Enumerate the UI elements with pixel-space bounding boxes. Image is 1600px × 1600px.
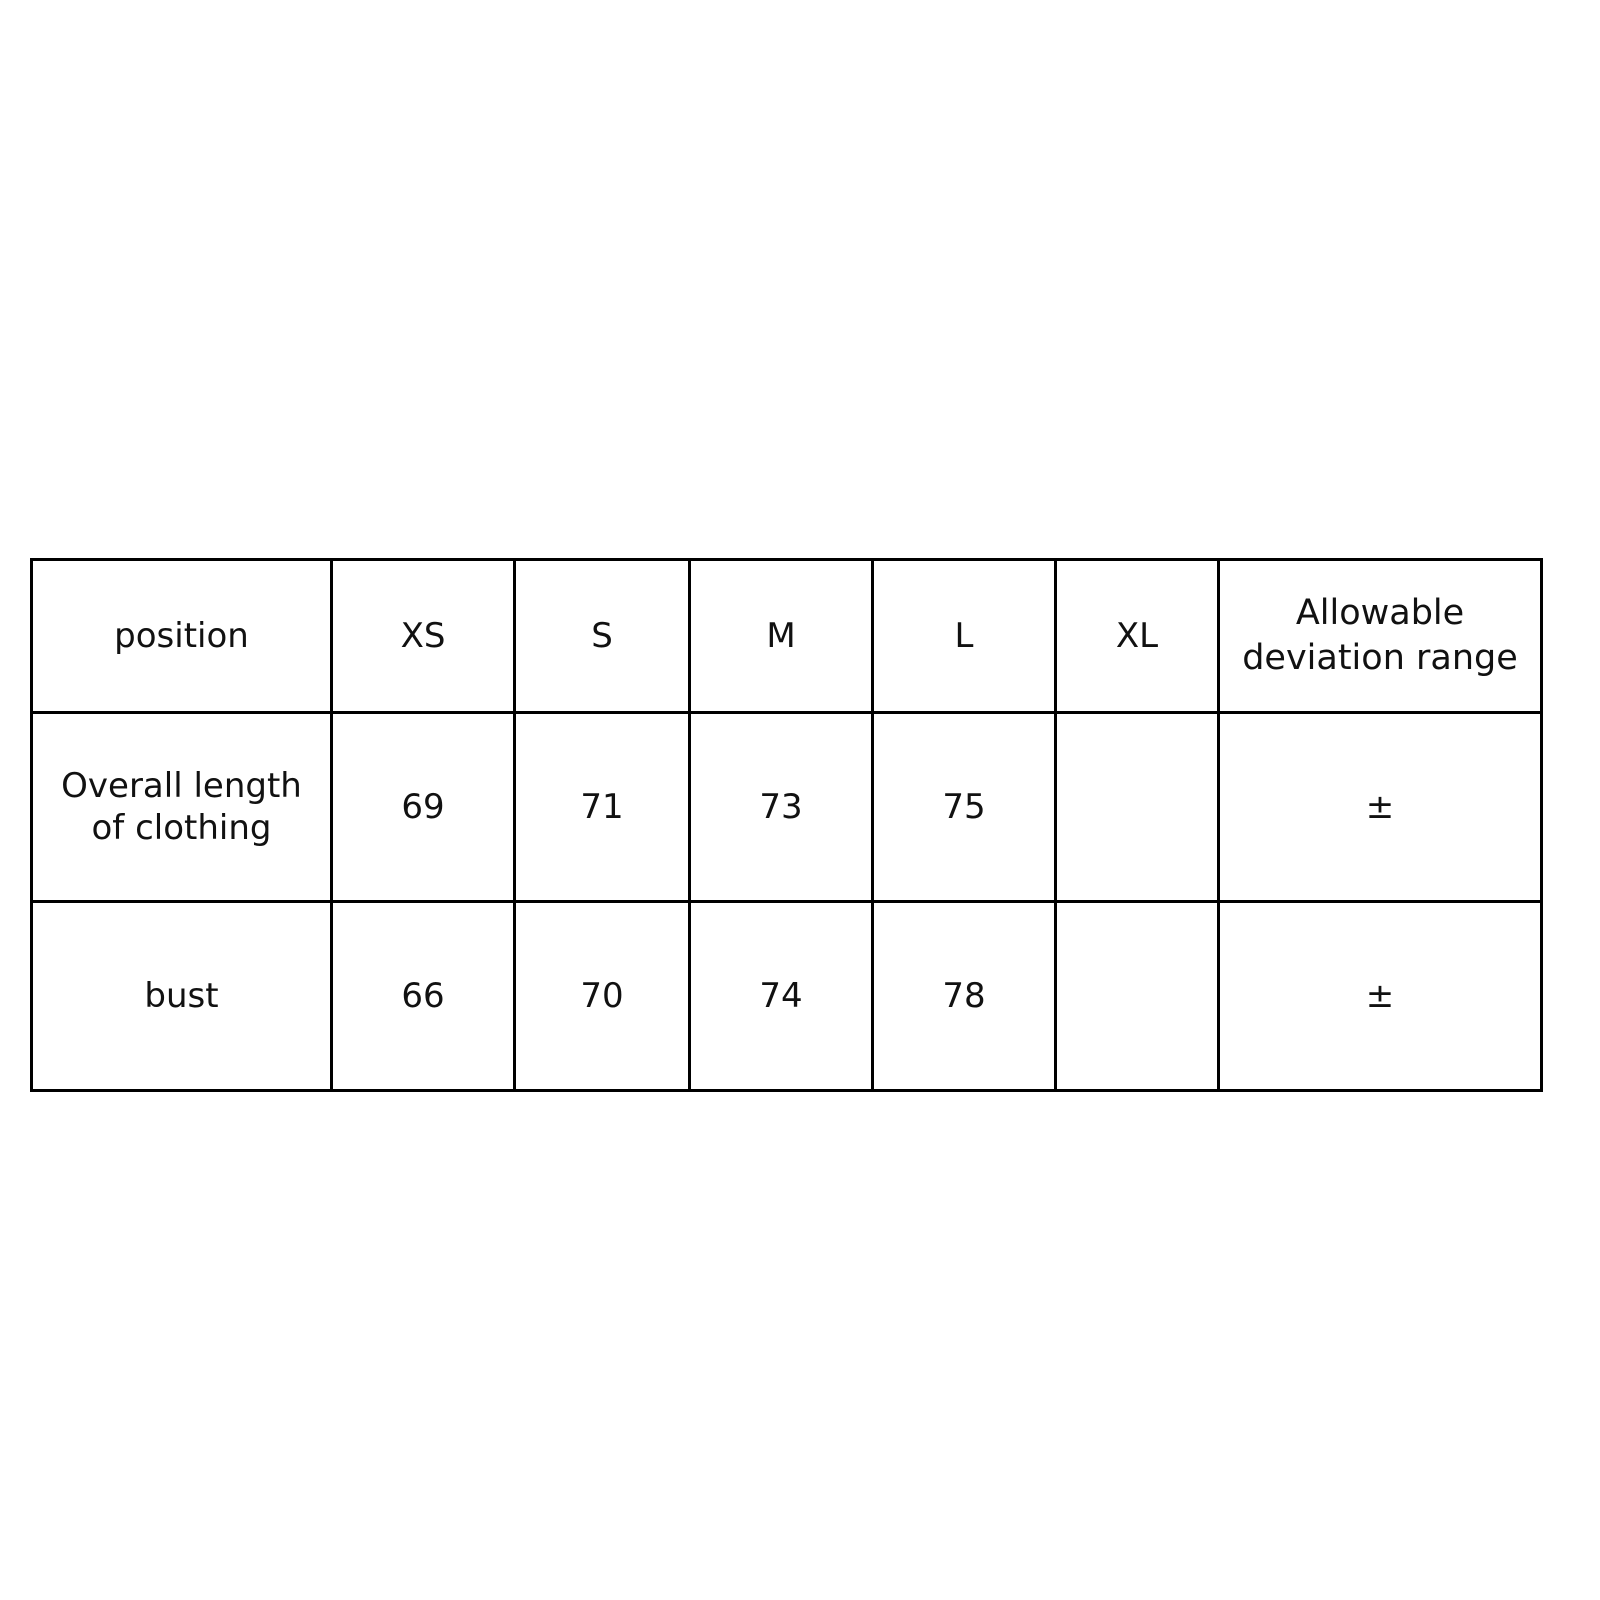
header-size-xs: XS [332,560,515,713]
table-row [32,902,1542,1091]
cell-overall-length-xs: 69 [332,713,515,902]
header-size-s: S [515,560,690,713]
row-label-line-2: of clothing [91,808,272,848]
table-header-row [32,560,1542,713]
cell-overall-length-l: 75 [873,713,1056,902]
size-chart-table [30,558,1543,1092]
cell-bust-deviation: ± [1219,902,1542,1091]
cell-overall-length-xl [1056,713,1219,902]
row-label-line-1: Overall length [61,765,302,806]
header-size-m: M [690,560,873,713]
header-allowable-deviation-range [1219,560,1542,713]
cell-bust-s: 70 [515,902,690,1091]
cell-overall-length-m: 73 [690,713,873,902]
header-deviation-line-1: Allowable [1295,593,1465,634]
table-row [32,713,1542,902]
cell-overall-length-deviation: ± [1219,713,1542,902]
cell-bust-xs: 66 [332,902,515,1091]
size-chart-container [30,558,1570,1092]
cell-overall-length-s: 71 [515,713,690,902]
cell-bust-xl [1056,902,1219,1091]
header-deviation-line-2: deviation range [1242,638,1518,678]
row-label-bust: bust [32,902,332,1091]
header-size-l: L [873,560,1056,713]
cell-bust-m: 74 [690,902,873,1091]
header-position: position [32,560,332,713]
cell-bust-l: 78 [873,902,1056,1091]
row-label-overall-length [32,713,332,902]
header-size-xl: XL [1056,560,1219,713]
